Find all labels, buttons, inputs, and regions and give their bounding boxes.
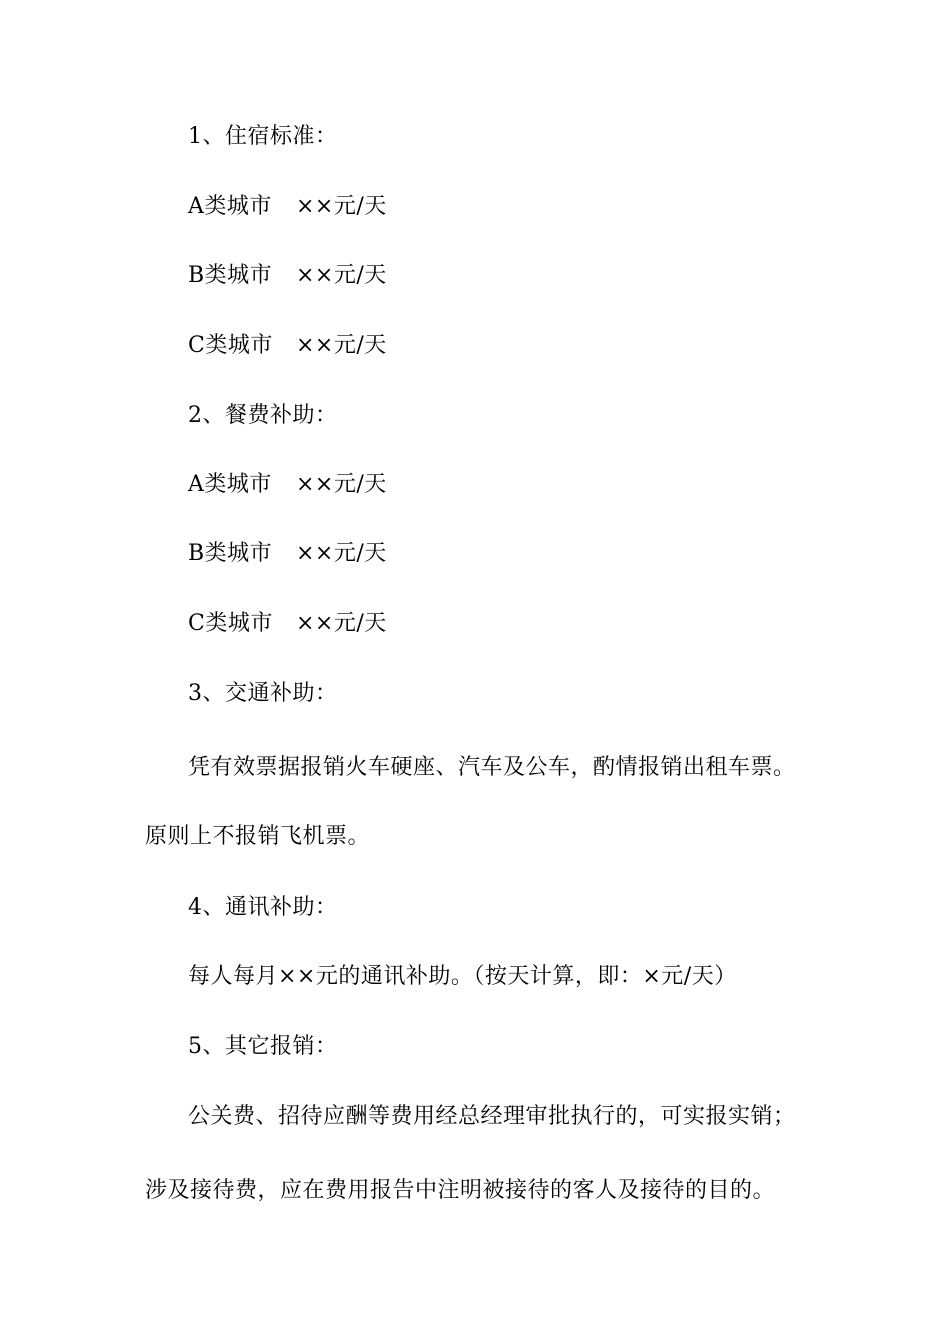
- city-category: C类城市: [188, 611, 273, 636]
- rate-value: ××元/天: [296, 472, 387, 497]
- rate-value: ××元/天: [296, 611, 387, 636]
- meal-row-c: [188, 611, 387, 637]
- section-heading-accommodation: 1、住宿标准：: [188, 124, 338, 149]
- section-heading-transport: 3、交通补助：: [188, 681, 338, 706]
- transport-paragraph-line2: 原则上不报销飞机票。: [145, 824, 371, 849]
- city-category: A类城市: [188, 472, 272, 497]
- transport-paragraph-line1: 凭有效票据报销火车硬座、汽车及公车，酌情报销出租车票。: [188, 755, 796, 780]
- city-category: A类城市: [188, 194, 272, 219]
- accommodation-row-a: [188, 194, 387, 220]
- meal-row-a: [188, 472, 387, 498]
- other-paragraph-line2: 涉及接待费，应在费用报告中注明被接待的客人及接待的目的。: [145, 1178, 776, 1203]
- accommodation-row-c: [188, 333, 387, 359]
- communication-paragraph: 每人每月××元的通讯补助。（按天计算，即：×元/天）: [188, 964, 737, 989]
- city-category: B类城市: [188, 263, 273, 288]
- rate-value: ××元/天: [296, 194, 387, 219]
- other-paragraph-line1: 公关费、招待应酬等费用经总经理审批执行的，可实报实销；: [188, 1104, 796, 1129]
- city-category: B类城市: [188, 541, 273, 566]
- rate-value: ××元/天: [296, 263, 387, 288]
- meal-row-b: [188, 541, 387, 567]
- rate-value: ××元/天: [296, 333, 387, 358]
- accommodation-row-b: [188, 263, 387, 289]
- section-heading-communication: 4、通讯补助：: [188, 895, 338, 920]
- section-heading-meal: 2、餐费补助：: [188, 403, 338, 428]
- rate-value: ××元/天: [296, 541, 387, 566]
- city-category: C类城市: [188, 333, 273, 358]
- section-heading-other: 5、其它报销：: [188, 1034, 338, 1059]
